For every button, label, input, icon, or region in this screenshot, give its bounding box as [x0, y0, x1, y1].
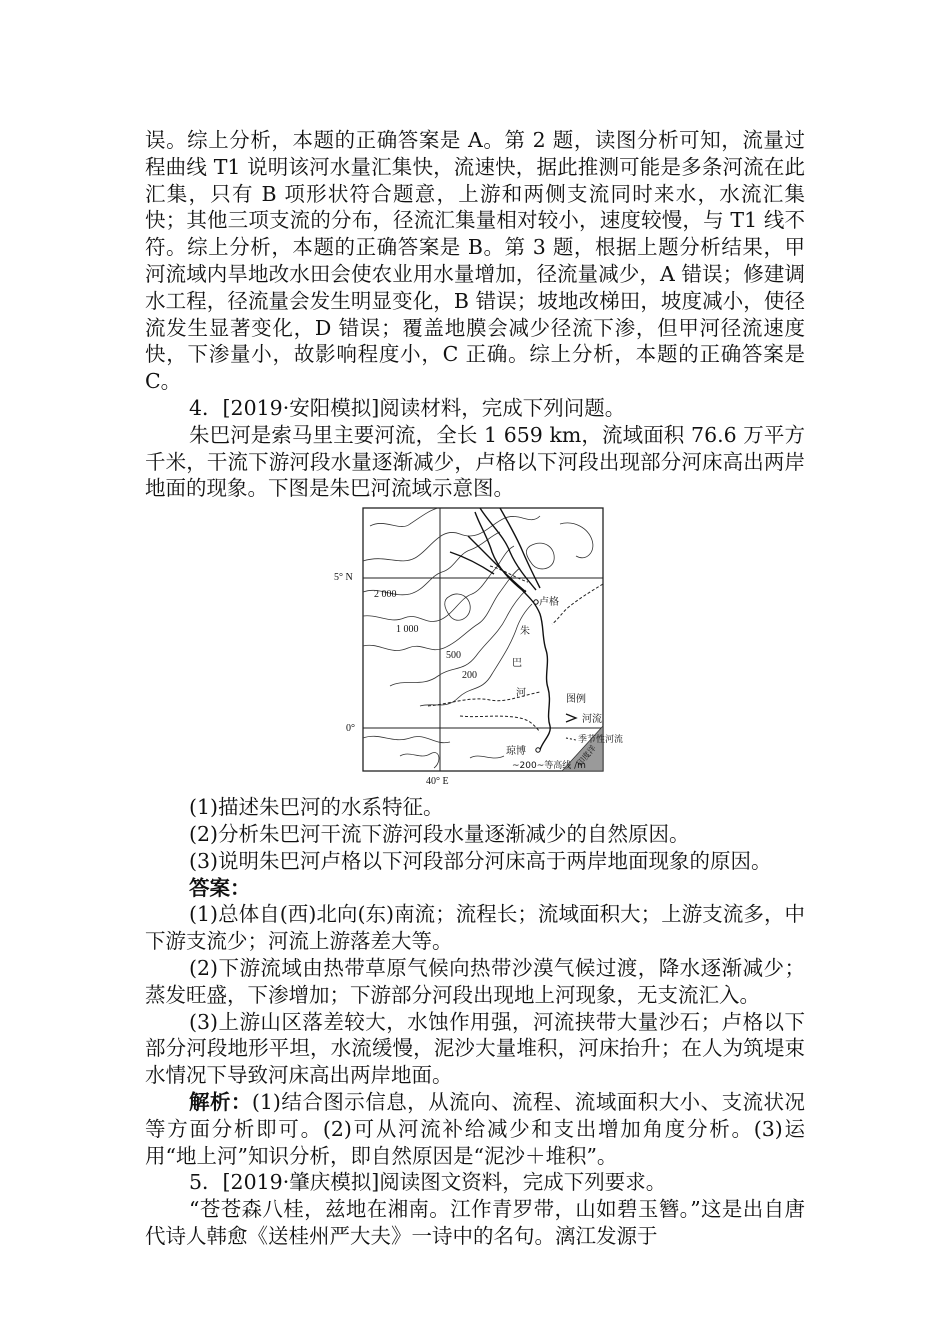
- qiongbo-city-marker: [536, 748, 540, 752]
- q4-analysis-label: 解析：: [189, 1089, 252, 1114]
- rivers: [450, 508, 550, 750]
- legend-seasonal-label: 季节性河流: [578, 735, 624, 746]
- legend-river-symbol: [566, 714, 576, 722]
- legend-seasonal-symbol: [566, 738, 576, 740]
- map-frame: [363, 508, 603, 771]
- q5-material: “苍苍森八桂，兹地在湘南。江作青罗带，山如碧玉簪。”这是出自唐代诗人韩愈《送桂州严大夫》一诗中的名句。漓江发源于: [145, 1197, 805, 1248]
- q4-material: 朱巴河是索马里主要河流，全长 1 659 km，流域面积 76.6 万平方千米，干流下游河段水量逐渐减少，卢格以下河段出现部分河床高出两岸地面的现象。下图是朱巴河流域示意图。: [145, 422, 805, 501]
- contour-500-label: 500: [446, 650, 461, 662]
- river-char-ba: 巴: [512, 658, 522, 670]
- q4-analysis: [145, 1089, 805, 1169]
- river-char-he: 河: [516, 688, 526, 700]
- contour-lines: [363, 508, 593, 768]
- contour-2000-label: 2 000: [374, 589, 397, 601]
- juba-river-map: [330, 506, 650, 788]
- q4-question-1: (1)描述朱巴河的水系特征。: [189, 795, 444, 820]
- contour-1000-label: 1 000: [396, 624, 419, 636]
- river-char-zhu: 朱: [520, 626, 530, 638]
- q4-answer-label: 答案：: [189, 875, 251, 900]
- legend-title: 图例: [566, 694, 586, 706]
- qiongbo-label: 琼博: [506, 746, 526, 758]
- lat-0-label: 0°: [346, 723, 355, 735]
- juba-river-map-figure: [145, 506, 805, 788]
- seasonal-rivers: [428, 566, 603, 732]
- q5-heading: 5．[2019·肇庆模拟]阅读图文资料，完成下列要求。: [189, 1170, 667, 1195]
- luge-city-marker: [534, 600, 538, 604]
- q4-answer-2: (2)下游流域由热带草原气候向热带沙漠气候过渡，降水逐渐减少；蒸发旺盛，下渗增加；下游部分河段出现地上河现象，无支流汇入。: [145, 955, 805, 1007]
- q4-question-3: (3)说明朱巴河卢格以下河段部分河床高于两岸地面现象的原因。: [189, 848, 772, 873]
- luge-label: 卢格: [539, 597, 559, 609]
- q4-answer-1: (1)总体自(西)北向(东)南流；流程长；流域面积大；上游支流多，中下游支流少；河流上游落差大等。: [145, 902, 805, 954]
- lon-40e-label: 40° E: [426, 776, 449, 788]
- q4-question-2: (2)分析朱巴河干流下游河段水量逐渐减少的自然原因。: [189, 821, 690, 846]
- indian-ocean-label: 印度洋: [575, 743, 598, 768]
- prev-answer-analysis: 误。综上分析，本题的正确答案是 A。第 2 题，读图分析可知，流量过程曲线 T1 说明该河水量汇集快，流速快，据此推测可能是多条河流在此汇集，只有 B 项形状符合题意，上游和两侧支流同时来水，水流汇集快；其他三项支流的分布，径流汇集量相对较小，速度较慢，与 T1 线不符。综上分析，本题的正确答案是 B。第 3 题，根据上题分析结果，甲河流域内旱地改水田会使农业用水量增加，径流量减少，A 错误；修建调水工程，径流量会发生明显变化，B 错误；坡地改梯田，坡度减小，使径流发生显著变化，D 错误；覆盖地膜会减少径流下渗，但甲河径流速度快，下渗量小，故影响程度小，C 正确。综上分析，本题的正确答案是 C。: [145, 128, 805, 394]
- lat-5n-label: 5° N: [334, 572, 353, 584]
- legend-river-label: 河流: [582, 714, 602, 726]
- contour-200-label: 200: [462, 670, 477, 682]
- q4-heading: 4．[2019·安阳模拟]阅读材料，完成下列问题。: [189, 395, 626, 420]
- q4-answer-3: (3)上游山区落差较大，水蚀作用强，河流挟带大量沙石；卢格以下部分河段地形平坦，水流缓慢，泥沙大量堆积，河床抬升；在人为筑堤束水情况下导致河床高出两岸地面。: [145, 1009, 805, 1088]
- document-page: [145, 127, 805, 1250]
- q4-analysis-text: (1)结合图示信息，从流向、流程、流域面积大小、支流状况等方面分析即可。(2)可从河流补给减少和支出增加角度分析。(3)运用“地上河”知识分析，即自然原因是“泥沙＋堆积”。: [145, 1089, 805, 1168]
- legend-contour-label: ~200~等高线 /m: [512, 761, 586, 772]
- map-legend: [512, 692, 623, 771]
